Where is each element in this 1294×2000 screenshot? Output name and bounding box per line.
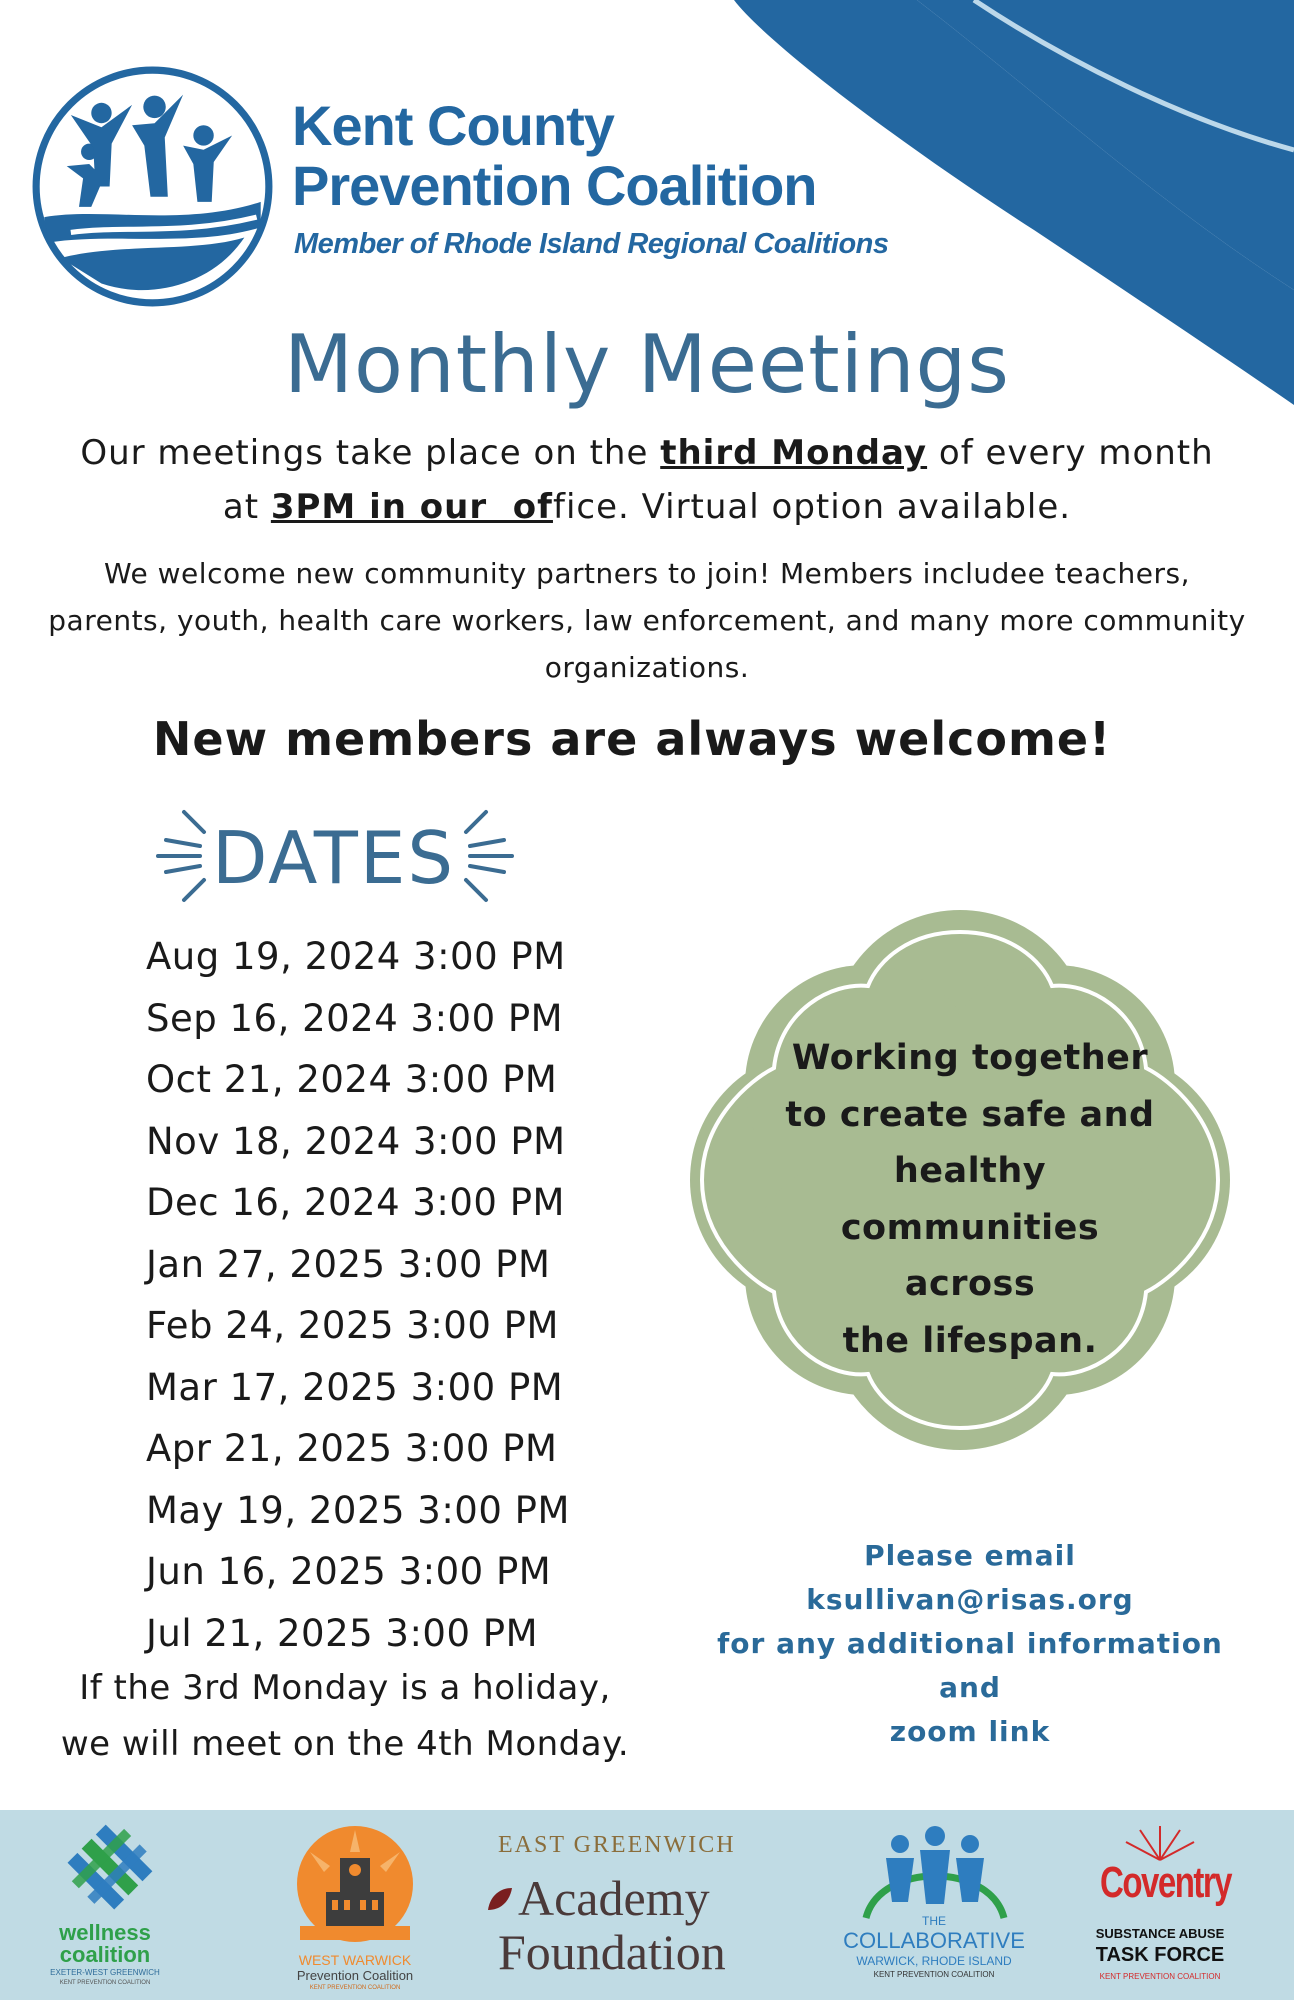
partner-the-collaborative xyxy=(836,1810,1032,2000)
mission-line4: communities across xyxy=(840,1207,1100,1304)
contact-info xyxy=(690,1534,1250,1754)
holiday-note-line2: we will meet on the 4th Monday. xyxy=(60,1724,630,1764)
holiday-note xyxy=(40,1660,650,1772)
date-item: May 19, 2025 3:00 PM xyxy=(146,1488,570,1532)
date-item: Jun 16, 2025 3:00 PM xyxy=(146,1550,552,1593)
page-title: Monthly Meetings xyxy=(284,318,1010,411)
date-item: Nov 18, 2024 3:00 PM xyxy=(146,1119,566,1163)
wellness-name1: wellness xyxy=(59,1920,151,1945)
date-item: Oct 21, 2024 3:00 PM xyxy=(146,1058,558,1101)
partner-footer xyxy=(0,1810,1294,2000)
kcpc-logo-icon xyxy=(30,64,275,309)
coventry-tag: KENT PREVENTION COALITION xyxy=(1099,1972,1221,1981)
mission-statement xyxy=(770,1030,1170,1369)
eg-top: EAST GREENWICH xyxy=(498,1832,736,1858)
eg-line2: Foundation xyxy=(498,1924,726,1980)
date-item: Dec 16, 2024 3:00 PM xyxy=(146,1181,565,1224)
wellness-weave-icon xyxy=(52,1824,158,1920)
date-item: Apr 21, 2025 3:00 PM xyxy=(146,1427,558,1470)
partner-wellness-coalition xyxy=(40,1810,170,2000)
meeting-intro xyxy=(40,426,1254,534)
coventry-name: Coventry xyxy=(1100,1858,1232,1907)
wellness-sub: EXETER-WEST GREENWICH xyxy=(50,1968,160,1977)
partner-coventry-substance-abuse-task-force xyxy=(1080,1810,1240,2000)
welcome-paragraph: We welcome new community partners to join! Members includee teachers, parents, youth, health care workers, law enforcement, and many more community organizations. xyxy=(48,557,1246,684)
date-item: Mar 17, 2025 3:00 PM xyxy=(146,1365,564,1409)
org-subtitle: Member of Rhode Island Regional Coalitions xyxy=(294,228,889,260)
org-name-line2: Prevention Coalition xyxy=(292,154,817,217)
new-members-heading: New members are always welcome! xyxy=(152,712,1112,766)
collaborative-people-icon xyxy=(860,1822,1010,1922)
date-item: Sep 16, 2024 3:00 PM xyxy=(146,996,564,1040)
wellness-name2: coalition xyxy=(59,1942,151,1967)
west-warwick-sun-tower-icon xyxy=(290,1822,420,1962)
leaf-icon xyxy=(484,1884,514,1914)
intro-text-4: fice. Virtual option available. xyxy=(552,487,1072,527)
collaborative-tag: KENT PREVENTION COALITION xyxy=(873,1970,995,1979)
collaborative-sub: WARWICK, RHODE ISLAND xyxy=(856,1954,1012,1968)
contact-line3: for any additional information and xyxy=(717,1627,1223,1704)
intro-text-2: of every month xyxy=(927,433,1214,473)
dates-heading: DATES xyxy=(212,816,456,900)
west-warwick-name1: WEST WARWICK xyxy=(298,1952,412,1968)
contact-email-link[interactable]: ksullivan@risas.org xyxy=(806,1583,1134,1616)
mission-line5: the lifespan. xyxy=(842,1320,1098,1361)
org-name xyxy=(292,96,817,216)
date-item: Jul 21, 2025 3:00 PM xyxy=(146,1611,539,1655)
partner-east-greenwich-academy-foundation xyxy=(484,1810,784,2000)
intro-text-3: at xyxy=(222,487,271,527)
org-name-line1: Kent County xyxy=(292,94,614,157)
intro-emphasis-day: third Monday xyxy=(660,433,928,473)
contact-line4: zoom link xyxy=(889,1715,1051,1748)
date-item: Feb 24, 2025 3:00 PM xyxy=(146,1304,559,1347)
wellness-tag: KENT PREVENTION COALITION xyxy=(59,1980,151,1986)
sunrise-icon xyxy=(1120,1822,1200,1862)
collaborative-name: COLLABORATIVE xyxy=(843,1928,1025,1953)
coventry-line1: SUBSTANCE ABUSE xyxy=(1095,1926,1225,1941)
eg-line1: Academy xyxy=(518,1870,710,1926)
coventry-line2: TASK FORCE xyxy=(1095,1944,1225,1966)
dates-list xyxy=(146,926,666,1664)
west-warwick-name2: Prevention Coalition xyxy=(296,1968,414,1983)
date-item: Aug 19, 2024 3:00 PM xyxy=(146,935,566,978)
mission-line3: healthy xyxy=(893,1151,1047,1191)
holiday-note-line1: If the 3rd Monday is a holiday, xyxy=(79,1668,611,1708)
collaborative-the: THE xyxy=(922,1914,946,1928)
partner-west-warwick xyxy=(280,1810,430,2000)
date-item: Jan 27, 2025 3:00 PM xyxy=(146,1242,551,1286)
contact-line1: Please email xyxy=(864,1539,1076,1572)
intro-emphasis-time: 3PM in our of xyxy=(270,487,553,527)
mission-line2: to create safe and xyxy=(785,1094,1155,1135)
west-warwick-tag: KENT PREVENTION COALITION xyxy=(309,1985,401,1991)
intro-text-1: Our meetings take place on the xyxy=(80,433,661,473)
dates-heading-block xyxy=(150,800,520,910)
mission-line1: Working together xyxy=(791,1038,1149,1078)
